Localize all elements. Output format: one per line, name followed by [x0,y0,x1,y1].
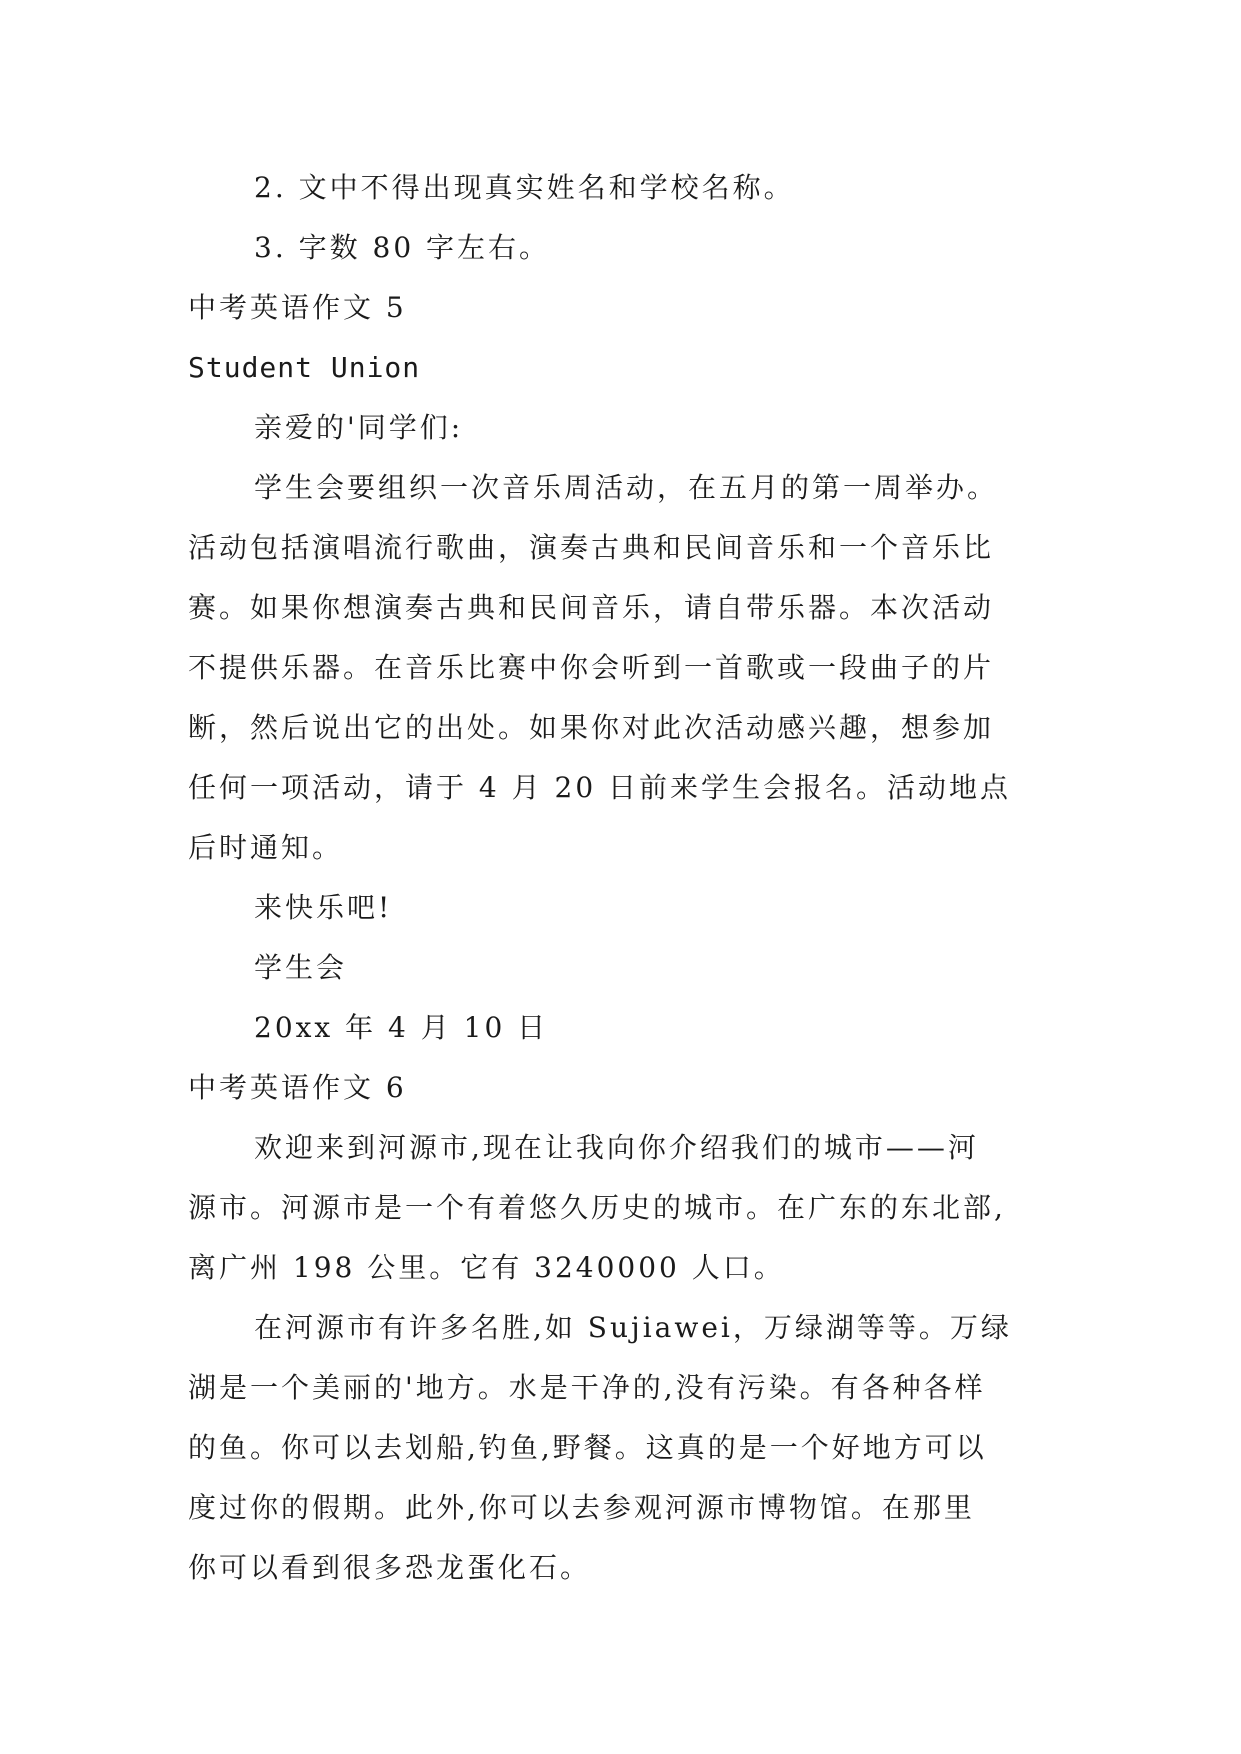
essay5-body-line: 断，然后说出它的出处。如果你对此次活动感兴趣，想参加 [188,711,995,744]
essay6-para1-line: 离广州 198 公里。它有 3240000 人口。 [188,1251,785,1284]
essay5-body-line: 赛。如果你想演奏古典和民间音乐，请自带乐器。本次活动 [188,591,995,624]
essay5-greeting: 亲爱的'同学们: [254,411,464,444]
essay5-body-line: 活动包括演唱流行歌曲，演奏古典和民间音乐和一个音乐比 [188,531,995,564]
essay5-body-line: 学生会要组织一次音乐周活动，在五月的第一周举办。 [254,471,999,504]
essay6-para2-line: 度过你的假期。此外,你可以去参观河源市博物馆。在那里 [188,1491,975,1524]
essay6-para2-line: 湖是一个美丽的'地方。水是干净的,没有污染。有各种各样 [188,1371,986,1404]
essay6-para2-line: 的鱼。你可以去划船,钓鱼,野餐。这真的是一个好地方可以 [188,1431,987,1464]
essay6-para2-line: 在河源市有许多名胜,如 Sujiawei，万绿湖等等。万绿 [254,1311,1012,1344]
essay6-para1-line: 源市。河源市是一个有着悠久历史的城市。在广东的东北部, [188,1191,1006,1224]
section-heading-6: 中考英语作文 6 [188,1071,407,1104]
requirement-item-2: 2. 文中不得出现真实姓名和学校名称。 [254,171,795,204]
essay6-para2-line: 你可以看到很多恐龙蛋化石。 [188,1551,592,1584]
essay5-date: 20xx 年 4 月 10 日 [254,1011,549,1044]
essay6-para1-line: 欢迎来到河源市,现在让我向你介绍我们的城市——河 [254,1131,979,1164]
essay5-body-line: 不提供乐器。在音乐比赛中你会听到一首歌或一段曲子的片 [188,651,995,684]
essay5-signature: 学生会 [254,951,348,984]
essay5-body-line: 后时通知。 [188,831,344,864]
essay5-title: Student Union [188,351,421,384]
essay5-closing: 来快乐吧! [254,891,393,924]
requirement-item-3: 3. 字数 80 字左右。 [254,231,551,264]
section-heading-5: 中考英语作文 5 [188,291,407,324]
essay5-body-line: 任何一项活动，请于 4 月 20 日前来学生会报名。活动地点 [188,771,1012,804]
document-page [188,158,1068,1598]
